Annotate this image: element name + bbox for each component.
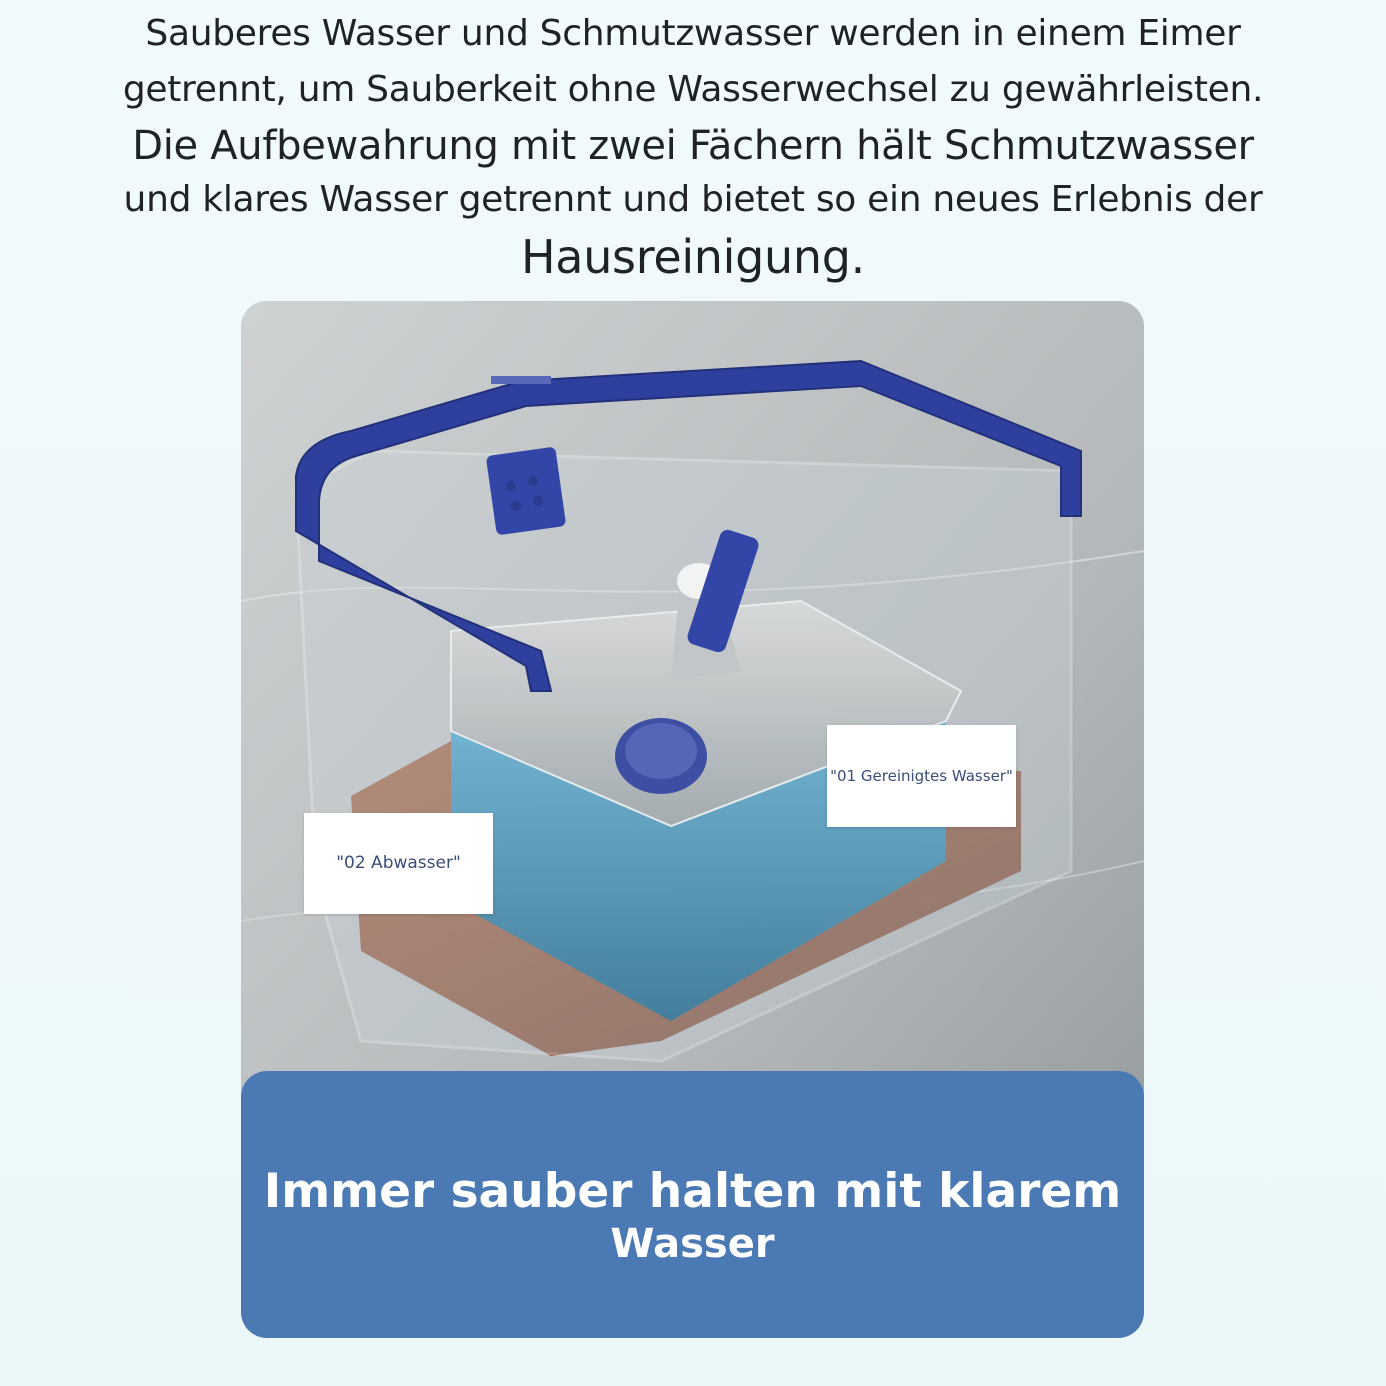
caption-banner bbox=[241, 1071, 1144, 1338]
headline-line-1: Sauberes Wasser und Schmutzwasser werden in einem Eimer bbox=[145, 13, 1241, 54]
label-dirty-water: "02 Abwasser" bbox=[304, 813, 493, 914]
banner-line-2: Wasser bbox=[610, 1221, 775, 1267]
label-clean-water: "01 Gereinigtes Wasser" bbox=[827, 725, 1016, 827]
headline-line-3: Die Aufbewahrung mit zwei Fächern hält Schmutzwasser bbox=[132, 123, 1254, 169]
headline-line-4: und klares Wasser getrennt und bietet so ein neues Erlebnis der bbox=[123, 179, 1263, 220]
headline-text bbox=[40, 6, 1346, 288]
product-photo bbox=[241, 301, 1144, 1338]
banner-line-1: Immer sauber halten mit klarem bbox=[263, 1164, 1122, 1219]
headline-line-2: getrennt, um Sauberkeit ohne Wasserwechsel zu gewährleisten. bbox=[122, 69, 1264, 110]
headline-line-5: Hausreinigung. bbox=[521, 230, 865, 284]
